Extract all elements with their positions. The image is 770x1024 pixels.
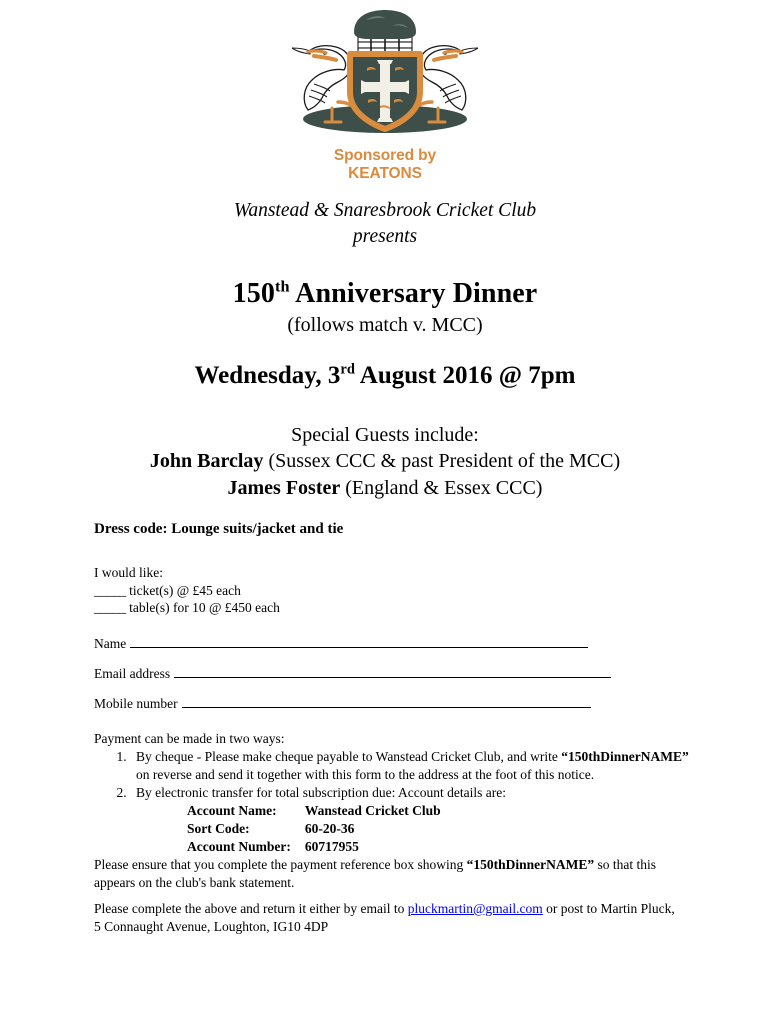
- account-number-value: 60717955: [304, 838, 359, 854]
- guest-entry: [0, 475, 770, 501]
- title-ordinal: th: [274, 277, 290, 296]
- email-input[interactable]: [174, 666, 611, 678]
- date-ordinal: rd: [340, 361, 355, 378]
- account-name-label: Account Name:: [187, 802, 277, 818]
- payment-method-cheque: [130, 748, 694, 784]
- guest-affiliation: (Sussex CCC & past President of the MCC): [263, 450, 621, 473]
- sponsor-label: Sponsored by: [333, 147, 437, 164]
- table-row: [187, 820, 441, 838]
- name-field-label: Name: [94, 636, 127, 651]
- bank-details-table: [187, 802, 441, 856]
- title-rest: Anniversary Dinner: [289, 278, 538, 309]
- order-block: [94, 564, 280, 617]
- email-field-label: Email address: [94, 666, 171, 681]
- table-row: [187, 802, 441, 820]
- special-guests-heading: Special Guests include:: [291, 424, 479, 446]
- ticket-quantity-row[interactable]: [94, 582, 280, 600]
- date-prefix: Wednesday, 3: [194, 362, 341, 389]
- event-date: [0, 362, 770, 391]
- payment-method-transfer: [130, 784, 694, 856]
- ticket-price-label: ticket(s) @ £45 each: [125, 582, 241, 598]
- payment-intro: Payment can be made in two ways:: [94, 731, 285, 746]
- note-reference: “150thDinnerNAME”: [466, 856, 595, 872]
- payment-methods-list: [94, 748, 694, 856]
- payment-reference-note: [94, 856, 694, 892]
- page-title: [0, 278, 770, 309]
- order-intro: I would like:: [94, 565, 163, 580]
- club-name: Wanstead & Snaresbrook Cricket Club: [233, 200, 537, 221]
- note-part1: Please ensure that you complete the payment reference box showing: [94, 856, 467, 872]
- dress-code: Dress code: Lounge suits/jacket and tie: [94, 521, 344, 537]
- date-rest: August 2016 @ 7pm: [354, 362, 576, 389]
- name-field-row[interactable]: [94, 636, 694, 666]
- special-guests-block: [0, 422, 770, 501]
- table-quantity-blank[interactable]: _____: [94, 600, 126, 616]
- return-instructions: [94, 900, 682, 936]
- mobile-input[interactable]: [182, 696, 591, 708]
- transfer-text: By electronic transfer for total subscription due: Account details are:: [136, 784, 507, 800]
- event-subtitle: (follows match v. MCC): [287, 314, 483, 337]
- event-title-block: [0, 278, 770, 338]
- table-price-label: table(s) for 10 @ £450 each: [125, 600, 280, 616]
- guest-name: James Foster: [227, 476, 341, 499]
- guest-affiliation: (England & Essex CCC): [340, 476, 543, 499]
- contact-email-link[interactable]: pluckmartin@gmail.com: [407, 901, 543, 916]
- guest-entry: [0, 448, 770, 474]
- account-number-label: Account Number:: [187, 838, 291, 854]
- payment-instructions: [94, 730, 694, 892]
- note-part2: so that this appears on the club's bank statement.: [94, 856, 657, 890]
- footer-part2: or post to Martin Pluck, 5 Connaught Avenue, Loughton, IG10 4DP: [94, 901, 675, 935]
- cheque-text-part2: on reverse and send it together with this form to the address at the foot of this notice.: [136, 766, 595, 782]
- sponsor-credit: [0, 147, 770, 184]
- coat-of-arms-icon: [292, 6, 478, 146]
- club-presents-block: [0, 198, 770, 250]
- account-name-value: Wanstead Cricket Club: [304, 802, 441, 818]
- name-input[interactable]: [130, 636, 588, 648]
- cheque-text-part1: By cheque - Please make cheque payable to Wanstead Cricket Club, and write: [136, 748, 562, 764]
- table-quantity-row[interactable]: [94, 599, 280, 617]
- guest-name: John Barclay: [149, 450, 264, 473]
- sort-code-label: Sort Code:: [187, 820, 250, 836]
- footer-part1: Please complete the above and return it either by email to: [94, 901, 408, 916]
- cheque-reference: “150thDinnerNAME”: [561, 748, 689, 764]
- table-row: [187, 838, 441, 856]
- contact-form: [94, 636, 694, 726]
- mobile-field-row[interactable]: [94, 696, 694, 726]
- title-number: 150: [232, 278, 275, 309]
- sort-code-value: 60-20-36: [304, 820, 355, 836]
- mobile-field-label: Mobile number: [94, 696, 178, 711]
- presents-label: presents: [352, 225, 418, 247]
- sponsor-name: KEATONS: [348, 165, 422, 183]
- club-crest-logo: [0, 6, 770, 184]
- email-field-row[interactable]: [94, 666, 694, 696]
- ticket-quantity-blank[interactable]: _____: [94, 582, 126, 598]
